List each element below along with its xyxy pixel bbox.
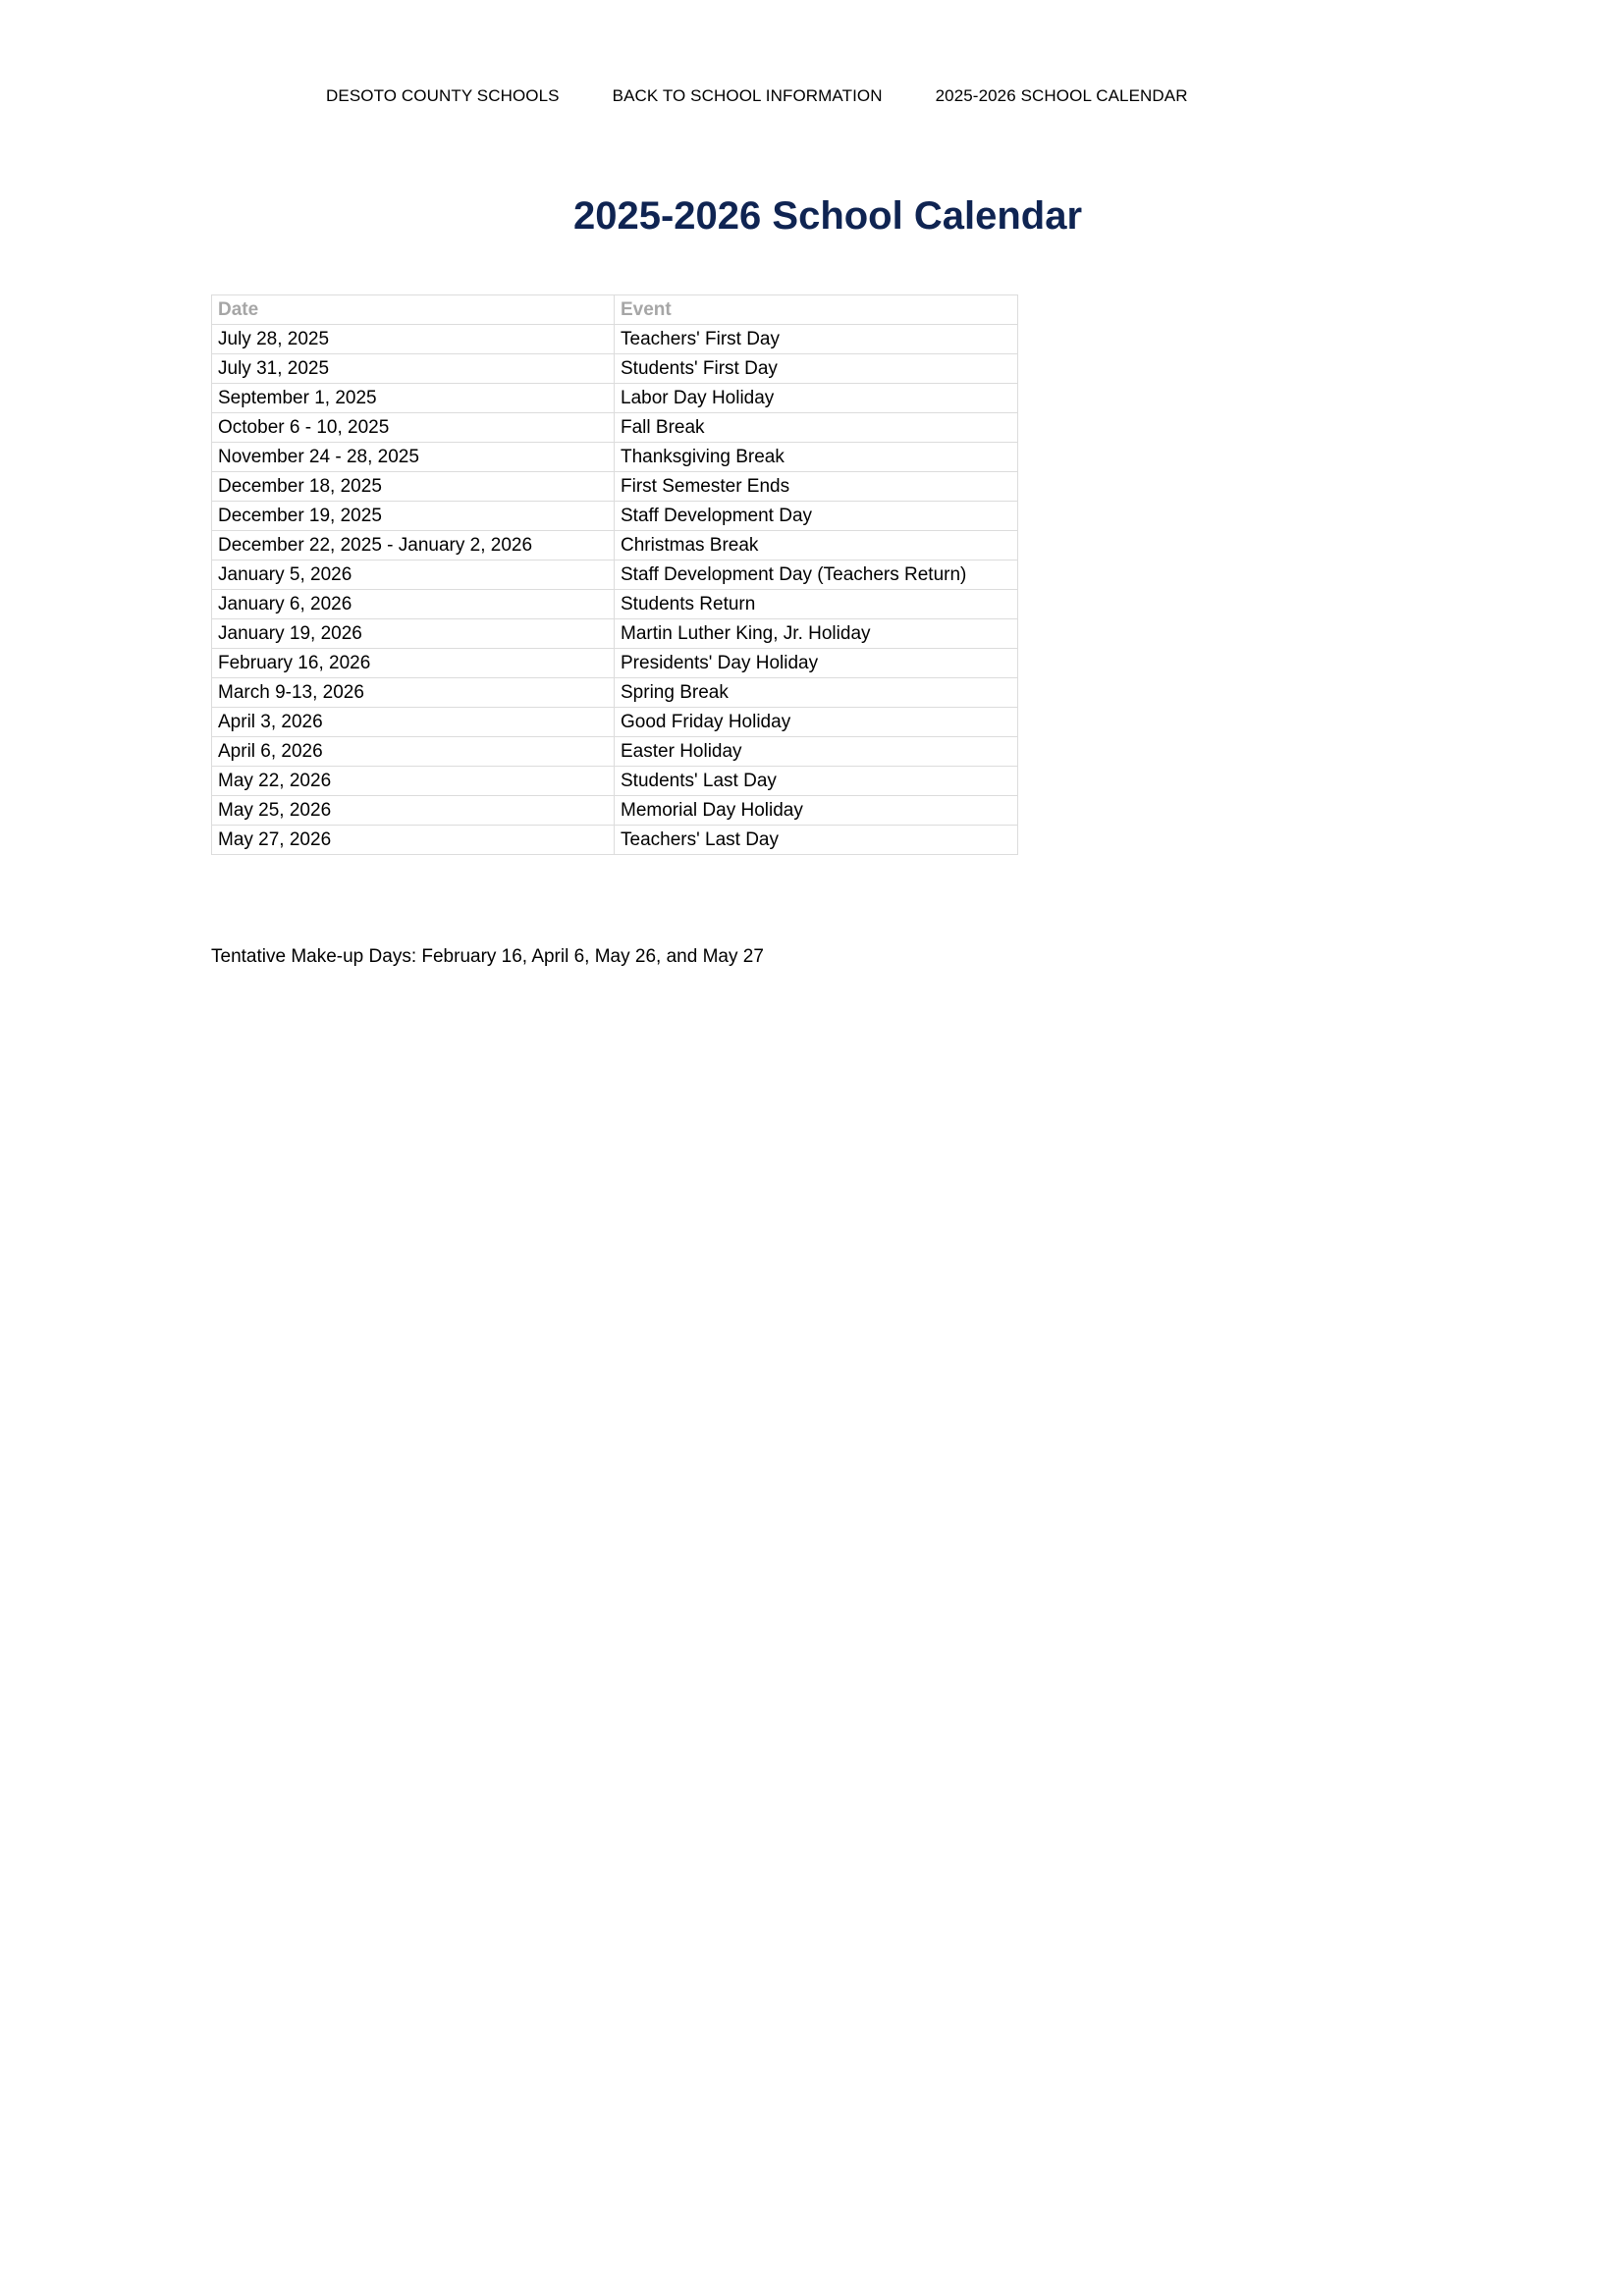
- date-cell: December 22, 2025 - January 2, 2026: [212, 531, 615, 561]
- event-cell: Fall Break: [615, 413, 1018, 443]
- table-row: [212, 502, 1018, 531]
- event-cell: Staff Development Day (Teachers Return): [615, 561, 1018, 590]
- table-row: [212, 384, 1018, 413]
- calendar-table: [211, 294, 1018, 855]
- table-row: [212, 472, 1018, 502]
- column-header-event: Event: [615, 295, 1018, 325]
- date-cell: December 18, 2025: [212, 472, 615, 502]
- event-cell: Presidents' Day Holiday: [615, 649, 1018, 678]
- event-cell: Students Return: [615, 590, 1018, 619]
- date-cell: April 6, 2026: [212, 737, 615, 767]
- date-cell: January 19, 2026: [212, 619, 615, 649]
- date-cell: May 22, 2026: [212, 767, 615, 796]
- table-row: [212, 708, 1018, 737]
- table-row: [212, 325, 1018, 354]
- event-cell: Christmas Break: [615, 531, 1018, 561]
- table-row: [212, 796, 1018, 826]
- date-cell: May 27, 2026: [212, 826, 615, 855]
- date-cell: October 6 - 10, 2025: [212, 413, 615, 443]
- date-cell: September 1, 2025: [212, 384, 615, 413]
- date-cell: February 16, 2026: [212, 649, 615, 678]
- table-row: [212, 678, 1018, 708]
- page-title: 2025-2026 School Calendar: [572, 194, 1083, 238]
- table-row: [212, 354, 1018, 384]
- date-cell: December 19, 2025: [212, 502, 615, 531]
- table-row: [212, 413, 1018, 443]
- event-cell: First Semester Ends: [615, 472, 1018, 502]
- event-cell: Memorial Day Holiday: [615, 796, 1018, 826]
- event-cell: Students' Last Day: [615, 767, 1018, 796]
- table-row: [212, 826, 1018, 855]
- date-cell: July 28, 2025: [212, 325, 615, 354]
- nav-link-school-calendar[interactable]: 2025-2026 SCHOOL CALENDAR: [935, 86, 1188, 105]
- date-cell: July 31, 2025: [212, 354, 615, 384]
- date-cell: January 6, 2026: [212, 590, 615, 619]
- table-row: [212, 531, 1018, 561]
- date-cell: November 24 - 28, 2025: [212, 443, 615, 472]
- table-row: [212, 767, 1018, 796]
- column-header-date: Date: [212, 295, 615, 325]
- event-cell: Thanksgiving Break: [615, 443, 1018, 472]
- nav-link-desoto-county-schools[interactable]: DESOTO COUNTY SCHOOLS: [326, 86, 560, 105]
- table-row: [212, 590, 1018, 619]
- table-row: [212, 443, 1018, 472]
- event-cell: Students' First Day: [615, 354, 1018, 384]
- makeup-days-note: Tentative Make-up Days: February 16, April 6, May 26, and May 27: [211, 946, 764, 967]
- event-cell: Martin Luther King, Jr. Holiday: [615, 619, 1018, 649]
- event-cell: Good Friday Holiday: [615, 708, 1018, 737]
- event-cell: Labor Day Holiday: [615, 384, 1018, 413]
- event-cell: Teachers' First Day: [615, 325, 1018, 354]
- table-row: [212, 561, 1018, 590]
- event-cell: Staff Development Day: [615, 502, 1018, 531]
- event-cell: Teachers' Last Day: [615, 826, 1018, 855]
- event-cell: Easter Holiday: [615, 737, 1018, 767]
- table-header-row: [212, 295, 1018, 325]
- table-row: [212, 737, 1018, 767]
- nav-link-back-to-school-information[interactable]: BACK TO SCHOOL INFORMATION: [612, 86, 883, 105]
- event-cell: Spring Break: [615, 678, 1018, 708]
- date-cell: April 3, 2026: [212, 708, 615, 737]
- date-cell: March 9-13, 2026: [212, 678, 615, 708]
- table-body: [212, 325, 1018, 855]
- date-cell: January 5, 2026: [212, 561, 615, 590]
- table-row: [212, 649, 1018, 678]
- date-cell: May 25, 2026: [212, 796, 615, 826]
- table-row: [212, 619, 1018, 649]
- top-nav: [326, 86, 1188, 106]
